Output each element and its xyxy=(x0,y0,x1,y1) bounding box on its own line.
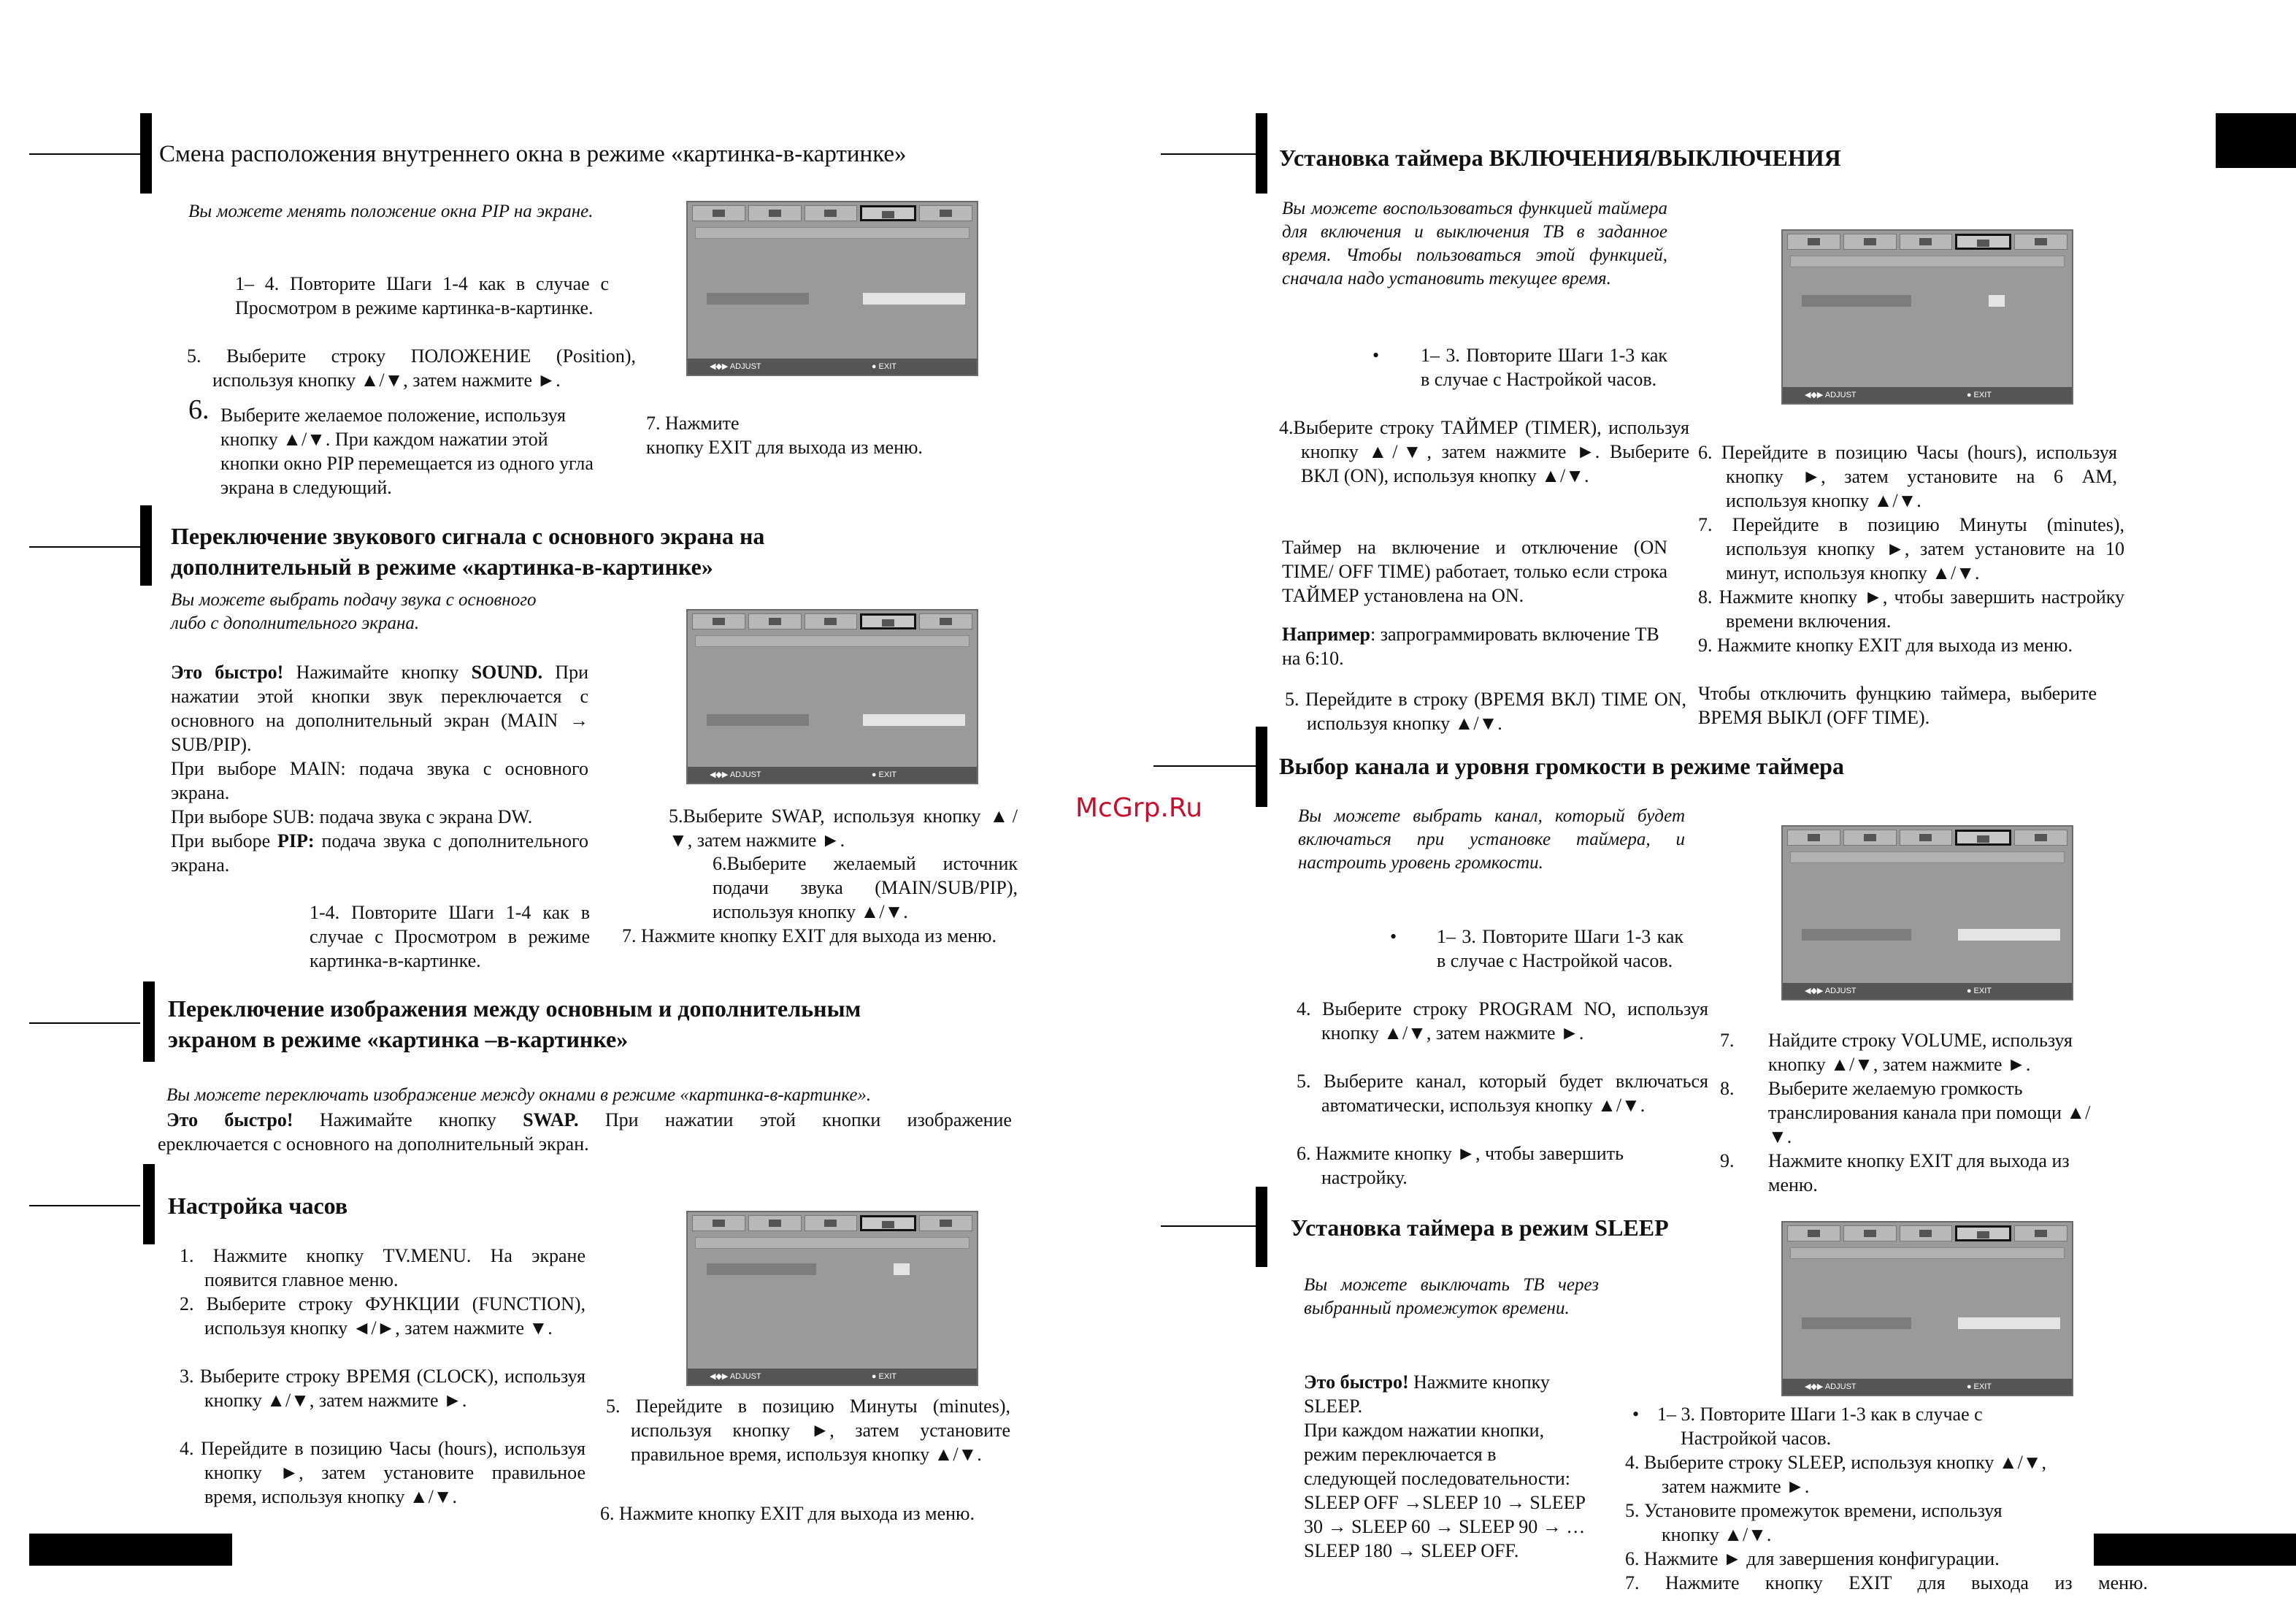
section-title: Настройка часов xyxy=(168,1193,348,1219)
section-intro: Вы можете выключать ТВ через выбранный промежуток времени. xyxy=(1304,1275,1599,1318)
step-6-number: 6. xyxy=(188,394,210,425)
section-marker xyxy=(143,1164,155,1244)
timer-off: Чтобы отключить фунцкию таймера, выберите ВРЕМЯ ВЫКЛ (OFF TIME). xyxy=(1698,683,2097,728)
adjust-hint: ◀◆▶ ADJUST xyxy=(1805,1382,1857,1391)
exit-hint: ● EXIT xyxy=(1966,1382,1992,1391)
quick-tip-continued: ереключается с основного на дополнительный экран. xyxy=(158,1133,589,1155)
step-5: 5.Выберите SWAP, используя кнопку ▲/▼, затем нажмите ►. xyxy=(669,805,1018,851)
step-7: 7. Нажмите кнопку EXIT для выхода из меню. xyxy=(646,413,923,458)
pip-option: При выборе PIP: подача звука с дополнительного экрана. xyxy=(171,830,588,876)
step-8: 8. Нажмите кнопку ►, чтобы завершить настройку времени включения. xyxy=(1698,586,2124,632)
step-5: 5. Перейдите в позицию Минуты (minutes), используя кнопку ►, затем установите правильное время, используя кнопку ▲/▼. xyxy=(606,1396,1010,1465)
adjust-hint: ◀◆▶ ADJUST xyxy=(710,770,761,779)
adjust-hint: ◀◆▶ ADJUST xyxy=(1805,391,1857,399)
step-6: 6.Выберите желаемый источник подачи звука (MAIN/SUB/PIP), используя кнопку ▲/▼. xyxy=(713,853,1018,922)
section-intro: Вы можете менять положение окна PIP на экране. xyxy=(188,202,594,221)
section-title: Выбор канала и уровня громкости в режиме таймера xyxy=(1279,753,1844,779)
main-option: При выборе MAIN: подача звука с основного экрана. xyxy=(171,758,588,803)
rule-line xyxy=(29,1022,140,1024)
step-1-4: 1– 4. Повторите Шаги 1-4 как в случае с Просмотром в режиме картинка-в-картинке. xyxy=(235,273,609,318)
step-8-number: 8. xyxy=(1720,1078,1735,1099)
step-4: 4.Выберите строку ТАЙМЕР (TIMER), используя кнопку ▲/▼, затем нажмите ►. Выберите ВКЛ (ON), используя кнопку ▲/▼. xyxy=(1279,417,1689,486)
footer-bar-left xyxy=(29,1534,232,1566)
rule-line xyxy=(29,546,140,548)
step-6: 6. Нажмите ► для завершения конфигурации. xyxy=(1625,1548,2000,1569)
section-marker xyxy=(1256,727,1267,807)
step-7: 7. Нажмите кнопку EXIT для выхода из меню. xyxy=(622,925,997,946)
step-5: 5. Выберите канал, который будет включаться автоматически, используя кнопку ▲/▼. xyxy=(1297,1071,1708,1116)
rule-line xyxy=(1161,1225,1256,1227)
page-tab xyxy=(2216,113,2296,168)
rule-line xyxy=(1161,153,1256,155)
section-intro: Вы можете выбрать канал, который будет включаться при установке таймера, и настроить уровень громкости. xyxy=(1298,806,1685,873)
step-5: 5. Выберите строку ПОЛОЖЕНИЕ (Position), используя кнопку ▲/▼, затем нажмите ►. xyxy=(187,345,636,391)
step-1: 1. Нажмите кнопку TV.MENU. На экране появится главное меню. xyxy=(180,1245,585,1290)
section-intro: Вы можете переключать изображение между окнами в режиме «картинка-в-картинке». xyxy=(166,1085,872,1105)
menu-screenshot xyxy=(686,201,978,376)
section-intro: Вы можете воспользоваться функцией таймера для включения и выключения ТВ в заданное время. Чтобы пользоваться этой функцией, сначала надо установить текущее время. xyxy=(1282,199,1667,288)
section-title: Переключение звукового сигнала с основного экрана на дополнительный в режиме «картинка-в-картинке» xyxy=(171,523,765,580)
rule-line xyxy=(1153,765,1256,767)
exit-hint: ● EXIT xyxy=(1966,987,1992,995)
step-7-number: 7. xyxy=(1720,1030,1735,1051)
bullet: • xyxy=(1390,926,1397,947)
bullet: • xyxy=(1372,345,1380,366)
step-9: 9. Нажмите кнопку EXIT для выхода из меню. xyxy=(1698,635,2073,656)
menu-screenshot xyxy=(1781,825,2073,1000)
step-6: 6. Нажмите кнопку EXIT для выхода из меню. xyxy=(600,1503,975,1524)
step-5: 5. Установите промежуток времени, используя кнопку ▲/▼. xyxy=(1625,1500,2003,1545)
bullet: • xyxy=(1632,1404,1640,1425)
section-marker xyxy=(1256,1187,1267,1267)
exit-hint: ● EXIT xyxy=(871,770,896,779)
section-title: Установка таймера в режим SLEEP xyxy=(1291,1214,1669,1241)
quick-tip: Это быстро! Нажимайте кнопку SOUND. При нажатии этой кнопки звук переключается с основного на дополнительный экран (MAIN → SUB/PIP). xyxy=(171,662,588,755)
rule-line xyxy=(29,1205,140,1206)
step-8: Выберите желаемую громкость транслирования канала при помощи ▲/▼. xyxy=(1768,1078,2091,1147)
section-title: Установка таймера ВКЛЮЧЕНИЯ/ВЫКЛЮЧЕНИЯ xyxy=(1279,145,1841,171)
section-marker xyxy=(140,505,152,586)
step-4: 4. Перейдите в позицию Часы (hours), используя кнопку ►, затем установите правильное время, используя кнопку ▲/▼. xyxy=(180,1438,585,1507)
step-4: 4. Выберите строку SLEEP, используя кнопку ▲/▼, затем нажмите ►. xyxy=(1625,1452,2047,1497)
sleep-sequence: При каждом нажатии кнопки, режим переключается в следующей последовательности: SLEEP OFF →SLEEP 10 → SLEEP 30 → SLEEP 60 → SLEEP 90 → …SLEEP 180 → SLEEP OFF. xyxy=(1304,1420,1586,1561)
step-9-number: 9. xyxy=(1720,1150,1735,1171)
exit-hint: ● EXIT xyxy=(871,362,896,371)
adjust-hint: ◀◆▶ ADJUST xyxy=(1805,987,1857,995)
step-1-4: 1-4. Повторите Шаги 1-4 как в случае с Просмотром в режиме картинка-в-картинке. xyxy=(310,902,590,971)
menu-screenshot xyxy=(1781,229,2073,405)
step-3: 3. Выберите строку ВРЕМЯ (CLOCK), используя кнопку ▲/▼, затем нажмите ►. xyxy=(180,1366,585,1411)
step-6: 6. Перейдите в позицию Часы (hours), используя кнопку ►, затем установите на 6 AM, используя кнопку ▲/▼. xyxy=(1698,442,2117,511)
step-7: 7. Перейдите в позицию Минуты (minutes), используя кнопку ►, затем установите на 10 минут, используя кнопку ▲/▼. xyxy=(1698,514,2124,583)
step-1-3: 1– 3. Повторите Шаги 1-3 как в случае с Настройкой часов. xyxy=(1421,345,1667,390)
step-1-3: 1– 3. Повторите Шаги 1-3 как в случае с Настройкой часов. xyxy=(1657,1404,1983,1449)
adjust-hint: ◀◆▶ ADJUST xyxy=(710,362,761,371)
quick-tip: Это быстро! Нажмите кнопку SLEEP. xyxy=(1304,1371,1550,1417)
step-4: 4. Выберите строку PROGRAM NO, используя кнопку ▲/▼, затем нажмите ►. xyxy=(1297,998,1708,1044)
timer-note: Таймер на включение и отключение (ON TIME/ OFF TIME) работает, только если строка ТАЙМЕР установлена на ON. xyxy=(1282,537,1667,606)
section-title: Смена расположения внутреннего окна в режиме «картинка-в-картинке» xyxy=(159,141,907,167)
step-6: Выберите желаемое положение, используя кнопку ▲/▼. При каждом нажатии этой кнопки окно PIP перемещается из одного угла экрана в следующий. xyxy=(220,405,594,498)
rule-line xyxy=(29,153,140,155)
sub-option: При выборе SUB: подача звука с экрана DW. xyxy=(171,806,533,827)
step-1-3: 1– 3. Повторите Шаги 1-3 как в случае с Настройкой часов. xyxy=(1437,926,1683,971)
example: Например: запрограммировать включение ТВ на 6:10. xyxy=(1282,624,1659,669)
step-2: 2. Выберите строку ФУНКЦИИ (FUNCTION), используя кнопку ◄/►, затем нажмите ▼. xyxy=(180,1293,585,1339)
footer-bar-right xyxy=(2094,1534,2296,1566)
menu-screenshot xyxy=(1781,1221,2073,1396)
step-6: 6. Нажмите кнопку ►, чтобы завершить настройку. xyxy=(1297,1143,1624,1188)
exit-hint: ● EXIT xyxy=(1966,391,1992,399)
step-9: Нажмите кнопку EXIT для выхода из меню. xyxy=(1768,1150,2070,1195)
step-7: 7. Нажмите кнопку EXIT для выхода из меню. xyxy=(1625,1572,2148,1593)
watermark: McGrp.Ru xyxy=(1075,793,1203,823)
exit-hint: ● EXIT xyxy=(871,1372,896,1381)
step-7: Найдите строку VOLUME, используя кнопку ▲/▼, затем нажмите ►. xyxy=(1768,1030,2073,1075)
section-intro: Вы можете выбрать подачу звука с основного либо с дополнительного экрана. xyxy=(171,590,537,633)
menu-screenshot xyxy=(686,1211,978,1386)
step-5: 5. Перейдите в строку (ВРЕМЯ ВКЛ) TIME ON, используя кнопку ▲/▼. xyxy=(1285,689,1686,734)
section-marker xyxy=(1256,113,1267,194)
section-marker xyxy=(143,981,155,1062)
section-title: Переключение изображения между основным и дополнительным экраном в режиме «картинка –в-картинке» xyxy=(168,995,861,1052)
quick-tip: Это быстро! Нажимайте кнопку SWAP. При нажатии этой кнопки изображение xyxy=(166,1109,1012,1130)
section-marker xyxy=(140,113,152,194)
adjust-hint: ◀◆▶ ADJUST xyxy=(710,1372,761,1381)
menu-screenshot xyxy=(686,609,978,784)
